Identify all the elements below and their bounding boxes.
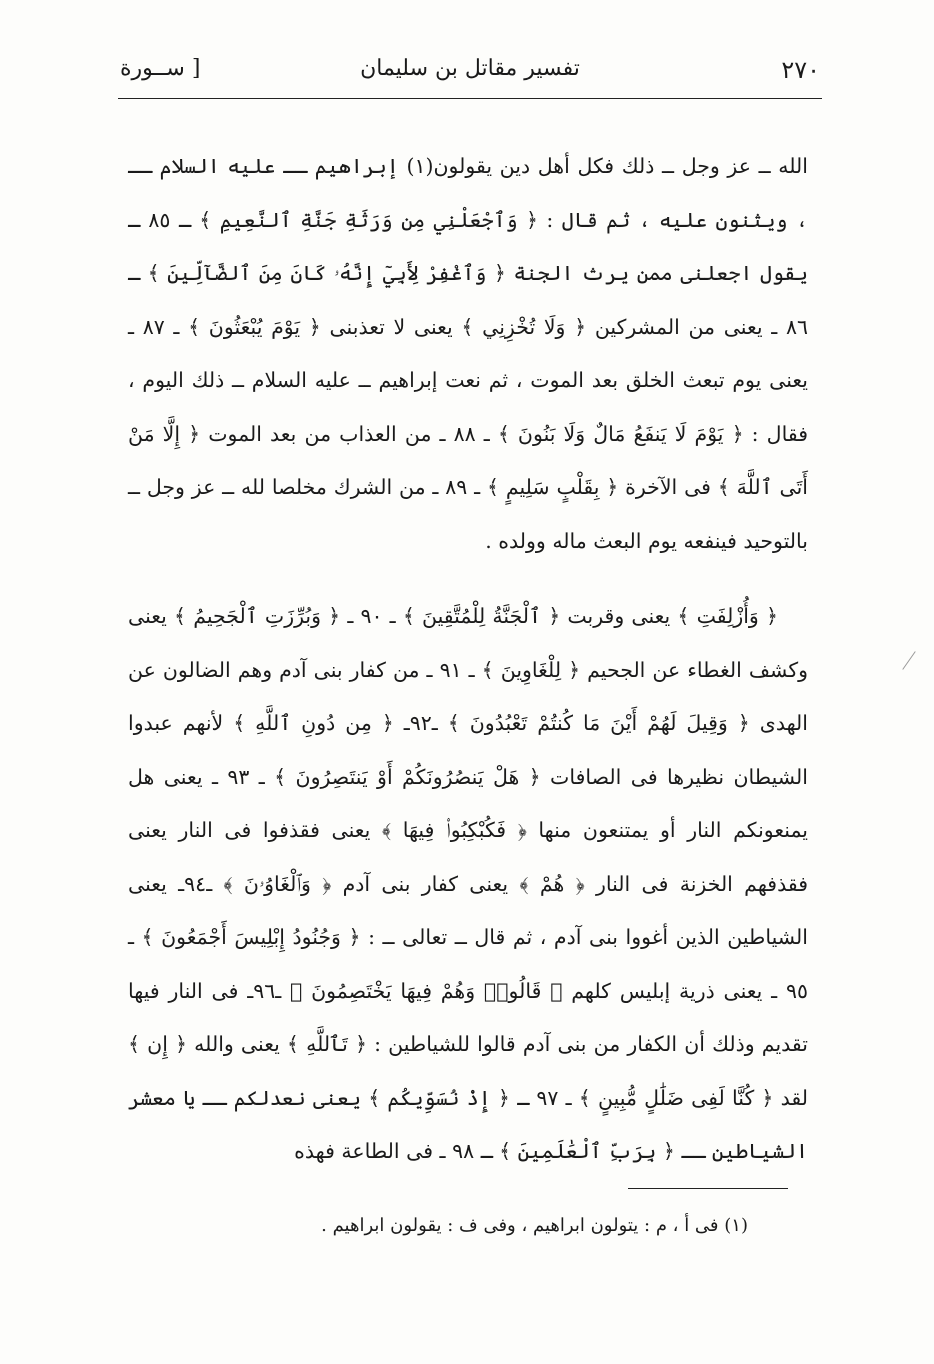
header-divider <box>118 98 822 99</box>
footnote: (١) فى أ ، م : يتولون ابراهيم ، وفى ف : يقولون ابراهيم . <box>321 1215 748 1236</box>
book-title: تفسير مقاتل بن سليمان <box>360 56 580 81</box>
page-header <box>120 52 820 92</box>
margin-mark <box>902 651 915 670</box>
paragraph-1: الله ــ عز وجل ــ ذلك فكل أهل دين يقولون(١) إبراهيم ــ عليه السلام ــ ، ويثنون عليه ، ثم قال : ﴿ وَٱجْعَلْنِي مِن وَرَثَةِ جَنَّةِ ٱلنَّعِيمِ ﴾ ـ ٨٥ ـ يقول اجعلنى ممن يرث الجنة ﴿ وَٱغْفِرْ لِأَبِيٓ إِنَّهُۥ كَانَ مِنَ ٱلضَّآلِّينَ ﴾ ـ ٨٦ ـ يعنى من المشركين ﴿ وَلَا تُخْزِنِي ﴾ يعنى لا تعذبنى ﴿ يَوْمَ يُبْعَثُونَ ﴾ ـ ٨٧ ـ يعنى يوم تبعث الخلق بعد الموت ، ثم نعت إبراهيم ــ عليه السلام ــ ذلك اليوم ، فقال : ﴿ يَوْمَ لَا يَنفَعُ مَالٌ وَلَا بَنُونَ ﴾ ـ ٨٨ ـ من العذاب من بعد الموت ﴿ إِلَّا مَنْ أَتَى ٱللَّهَ ﴾ فى الآخرة ﴿ بِقَلْبٍ سَلِيمٍ ﴾ ـ ٨٩ ـ من الشرك مخلصا لله ــ عز وجل ــ بالتوحيد فينفعه يوم البعث ماله وولده . <box>128 154 808 553</box>
footnote-divider <box>628 1188 788 1189</box>
main-text <box>128 140 808 1179</box>
sura-label: [ ســورة <box>120 56 201 81</box>
paragraph-2: ﴿ وَأُزْلِفَتِ ﴾ يعنى وقربت ﴿ ٱلْجَنَّةُ لِلْمُتَّقِينَ ﴾ ـ ٩٠ ـ ﴿ وَبُرِّزَتِ ٱلْجَحِيمُ ﴾ يعنى وكشف الغطاء عن الجحيم ﴿ لِلْغَاوِينَ ﴾ ـ ٩١ ـ من كفار بنى آدم وهم الضالون عن الهدى ﴿ وَقِيلَ لَهُمْ أَيْنَ مَا كُنتُمْ تَعْبُدُونَ ﴾ ـ٩٢ـ ﴿ مِن دُونِ ٱللَّهِ ﴾ لأنهم عبدوا الشيطان نظيرها فى الصافات ﴿ هَلْ يَنصُرُونَكُمْ أَوْ يَنتَصِرُونَ ﴾ ـ ٩٣ ـ يعنى هل يمنعونكم النار أو يمتنعون منها ﴿ فَكُبْكِبُوا۟ فِيهَا ﴾ يعنى فقذفوا فى النار يعنى فقذفهم الخزنة فى النار ﴿ هُمْ ﴾ يعنى كفار بنى آدم ﴿ وَٱلْغَاوُۥنَ ﴾ ـ٩٤ـ يعنى الشياطين الذين أغووا بنى آدم ، ثم قال ــ تعالى ــ : ﴿ وَجُنُودُ إِبْلِيسَ أَجْمَعُونَ ﴾ ـ ٩٥ ـ يعنى ذرية إبليس كلهم ﴿ قَالُوا۟ وَهُمْ فِيهَا يَخْتَصِمُونَ ﴾ ـ٩٦ـ فى النار فيها تقديم وذلك أن الكفار من بنى آدم قالوا للشياطين : ﴿ تَٱللَّهِ ﴾ يعنى والله ﴿ إِن ﴾ لقد ﴿ كُنَّا لَفِى ضَلَٰلٍ مُّبِينٍ ﴾ ـ ٩٧ ـ ﴿ إِذْ نُسَوِّيكُم ﴾ يعنى نعدلكم ــ يا معشر الشياطين ــ ﴿ بِرَبِّ ٱلْعَٰلَمِينَ ﴾ ـ ٩٨ ـ فى الطاعة فهذه <box>128 604 808 1163</box>
page-number: ٢٧٠ <box>781 56 820 84</box>
